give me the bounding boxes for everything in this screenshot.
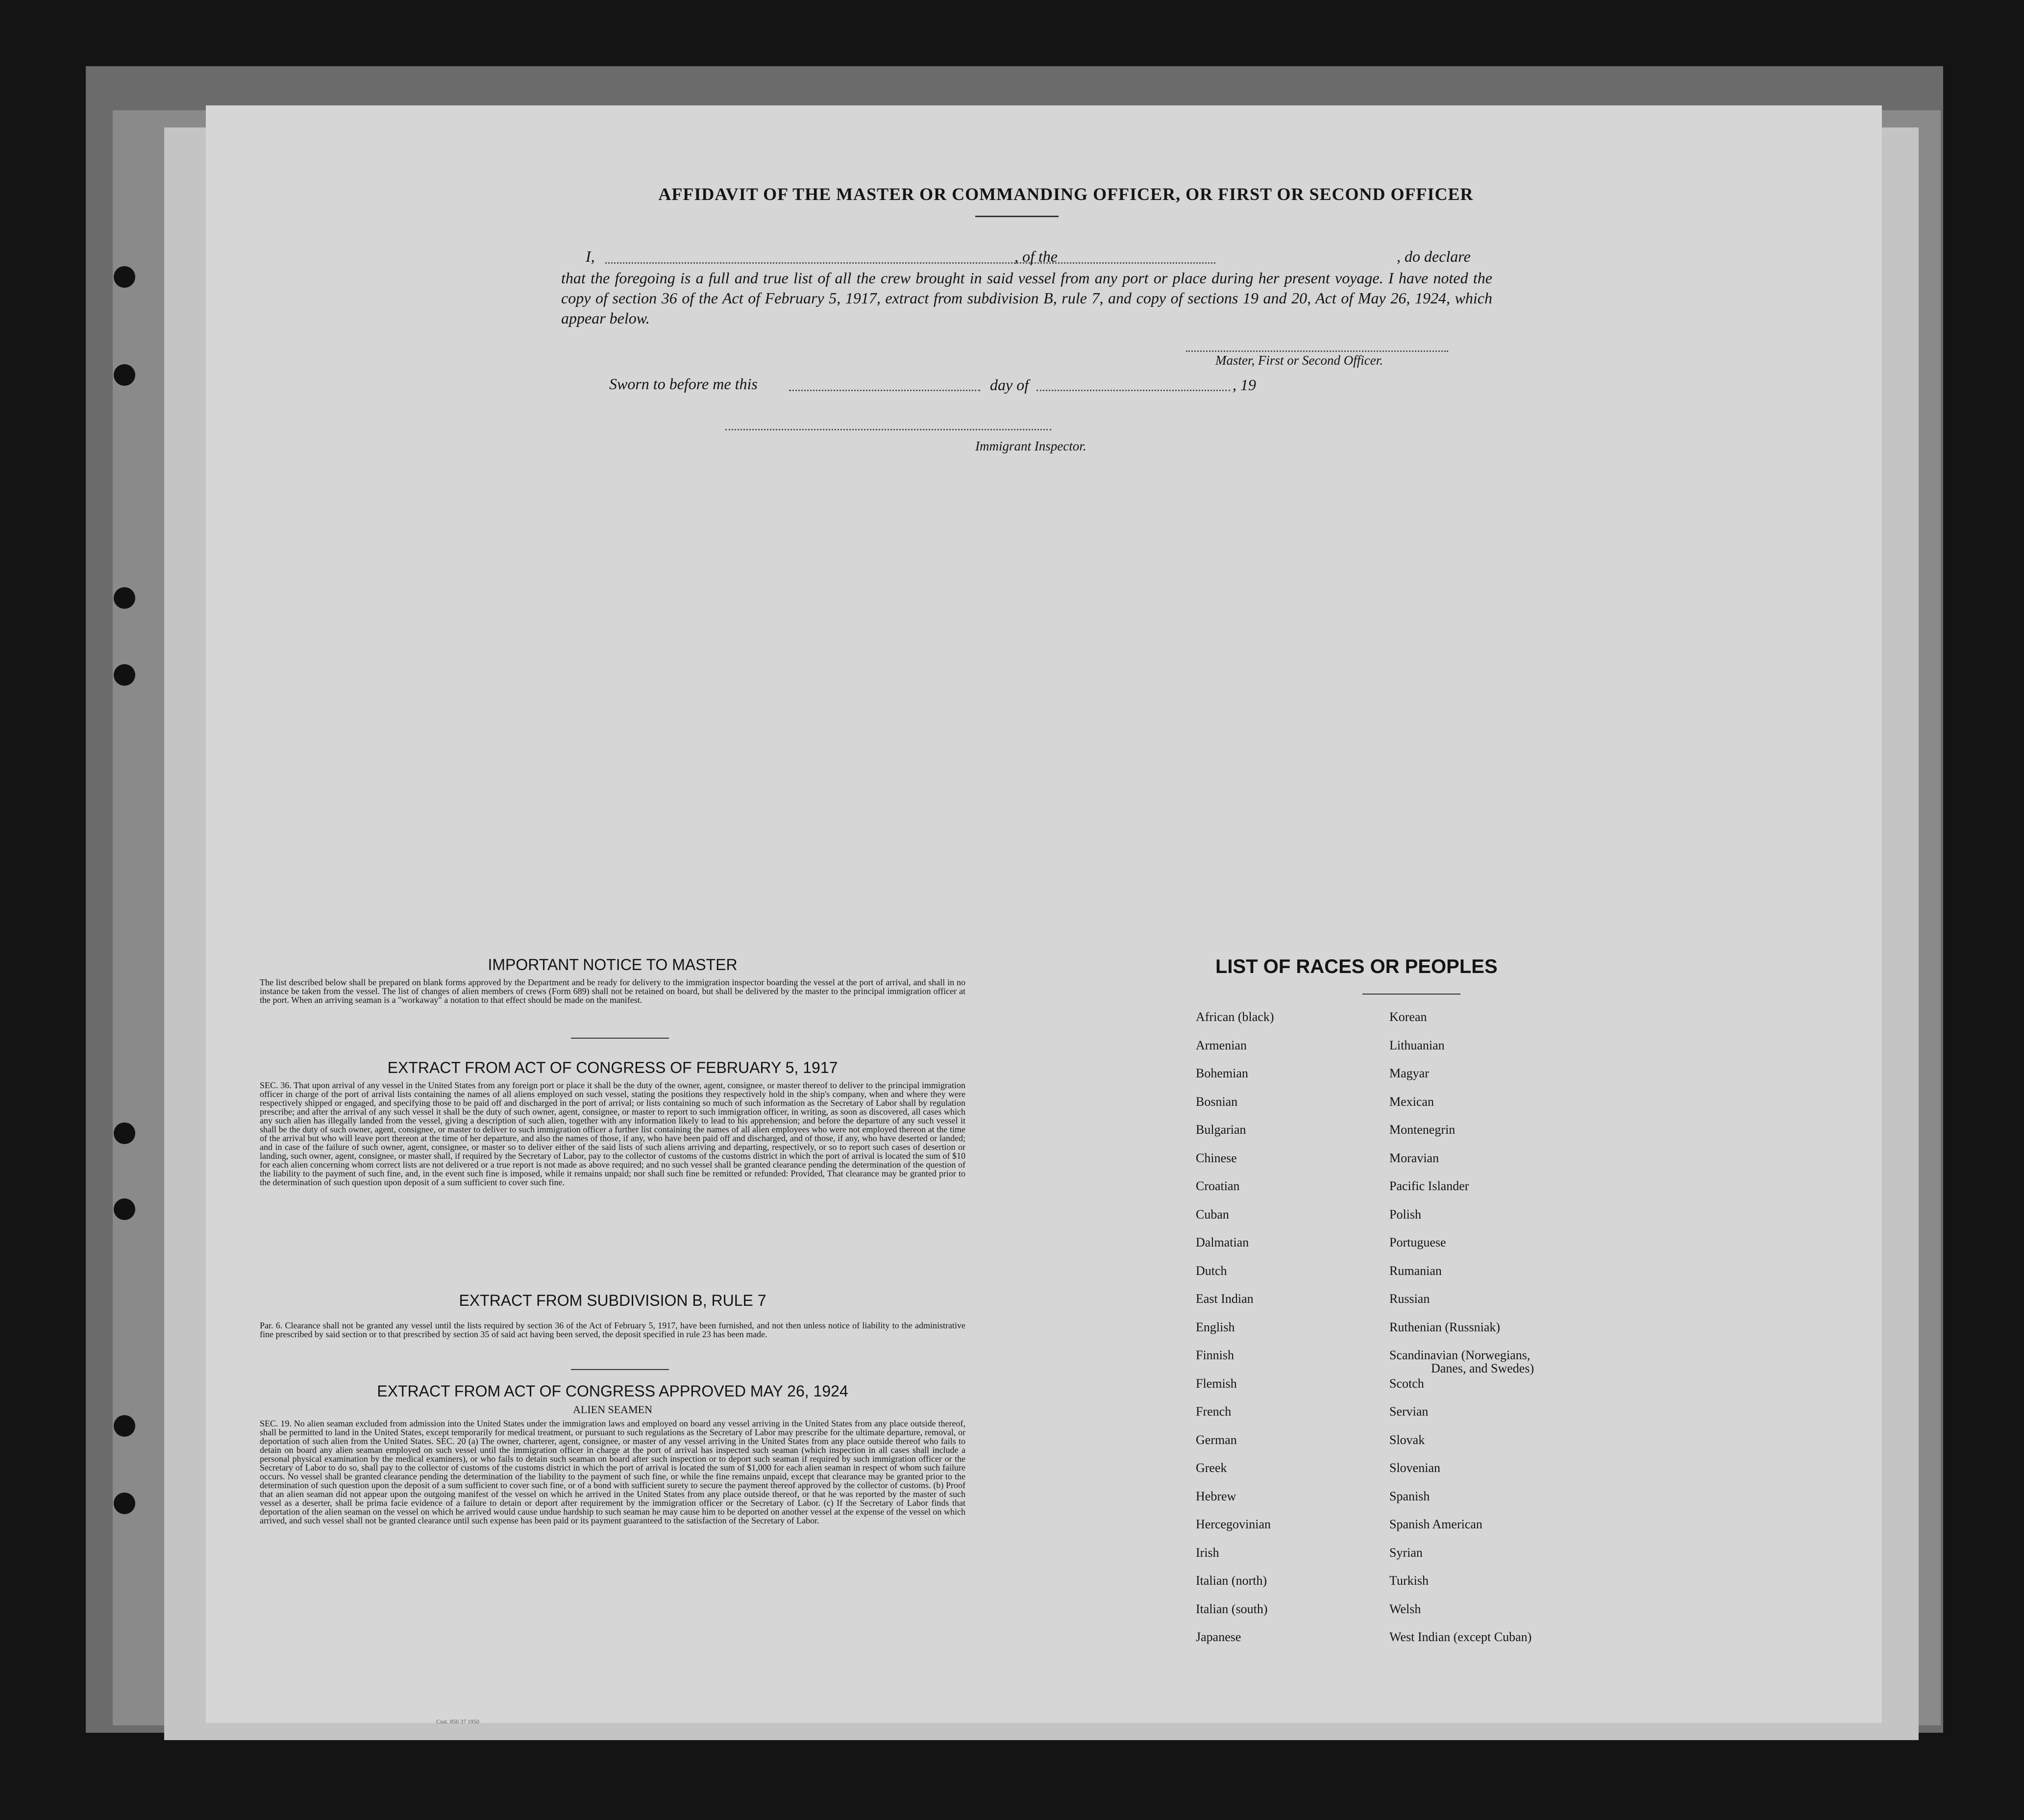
punch-hole bbox=[114, 266, 135, 288]
punch-hole bbox=[114, 1198, 135, 1220]
race-item: Montenegrin bbox=[1389, 1122, 1456, 1137]
extract-1924-subtitle: ALIEN SEAMEN bbox=[573, 1403, 652, 1416]
race-item: Welsh bbox=[1389, 1601, 1421, 1616]
divider bbox=[571, 1369, 669, 1370]
race-item: Bosnian bbox=[1196, 1094, 1238, 1109]
inspector-signature-line[interactable] bbox=[725, 429, 1051, 430]
race-item: Servian bbox=[1389, 1404, 1429, 1419]
race-item: Hebrew bbox=[1196, 1489, 1236, 1503]
race-item: French bbox=[1196, 1404, 1232, 1419]
race-item: Chinese bbox=[1196, 1150, 1237, 1165]
punch-hole bbox=[114, 1493, 135, 1514]
affidavit-body: that the foregoing is a full and true list of all the crew brought in said vessel from any port or place during her present voyage. I have noted the copy of section 36 of the Act of February 5, 1917, extract from subdivision B, rule 7, and copy of sections 19 and 20, Act of May 26, 1924, which appear below. bbox=[561, 269, 1492, 327]
rule7-text: Par. 6. Clearance shall not be granted any vessel until the lists required by section 36 of the Act of February 5, 1917, have been furnished, and not then unless notice of liability to the administrative fine prescribed by said section or to that prescribed by section 35 of said act having been served, the deposit specified in rule 23 has been made. bbox=[260, 1321, 965, 1339]
master-signature-line[interactable] bbox=[1186, 350, 1448, 352]
year-text: , 19 bbox=[1233, 376, 1256, 394]
affidavit-of-the: , of the bbox=[1014, 248, 1058, 265]
race-item: Italian (north) bbox=[1196, 1573, 1267, 1588]
race-item: Moravian bbox=[1389, 1150, 1439, 1165]
race-item: Polish bbox=[1389, 1207, 1422, 1222]
race-item: Italian (south) bbox=[1196, 1601, 1268, 1616]
sworn-day-field[interactable] bbox=[789, 390, 980, 391]
notice-text: The list described below shall be prepared on blank forms approved by the Department and be ready for delivery to the immigration inspector boarding the vessel at the port of arrival, and shall in no instance be taken from the vessel. The list of changes of alien members of crews (Form 689) shall not be retained on board, but shall be delivered by the master to the principal immigration officer at the port. When an arriving seaman is a "workaway" a notation to that effect should be made on the manifest. bbox=[260, 977, 965, 1005]
race-item: Bohemian bbox=[1196, 1066, 1248, 1080]
race-item: Lithuanian bbox=[1389, 1038, 1445, 1052]
race-item: Portuguese bbox=[1389, 1235, 1446, 1249]
punch-hole bbox=[114, 664, 135, 686]
name-field[interactable] bbox=[605, 262, 1215, 264]
race-item: Dutch bbox=[1196, 1263, 1227, 1278]
punch-hole bbox=[114, 587, 135, 609]
race-item: Croatian bbox=[1196, 1179, 1240, 1193]
race-item: Dalmatian bbox=[1196, 1235, 1249, 1249]
race-item: Rumanian bbox=[1389, 1263, 1442, 1278]
affidavit-i: I, bbox=[586, 248, 595, 265]
race-item: Bulgarian bbox=[1196, 1122, 1246, 1137]
race-item: Ruthenian (Russniak) bbox=[1389, 1320, 1501, 1334]
extract-1924-title: EXTRACT FROM ACT OF CONGRESS APPROVED MAY 26, 1924 bbox=[377, 1382, 848, 1400]
rule7-title: EXTRACT FROM SUBDIVISION B, RULE 7 bbox=[459, 1292, 766, 1309]
inspector-label: Immigrant Inspector. bbox=[975, 439, 1086, 453]
race-item: Korean bbox=[1389, 1010, 1427, 1024]
race-item: English bbox=[1196, 1320, 1235, 1334]
race-item: East Indian bbox=[1196, 1292, 1254, 1306]
race-item: Irish bbox=[1196, 1545, 1219, 1560]
race-item: Turkish bbox=[1389, 1573, 1429, 1588]
form-catalog-number: Cust. 850 37 1950 bbox=[436, 1718, 480, 1725]
race-item: Armenian bbox=[1196, 1038, 1247, 1052]
notice-title: IMPORTANT NOTICE TO MASTER bbox=[488, 956, 738, 973]
race-item: African (black) bbox=[1196, 1010, 1274, 1024]
race-item: Japanese bbox=[1196, 1630, 1241, 1644]
race-item: Spanish bbox=[1389, 1489, 1430, 1503]
race-item: Flemish bbox=[1196, 1376, 1237, 1391]
race-item: Russian bbox=[1389, 1292, 1430, 1306]
race-item: Slovak bbox=[1389, 1432, 1425, 1447]
divider bbox=[571, 1038, 669, 1039]
races-underline bbox=[1362, 994, 1460, 995]
affidavit-declare: , do declare bbox=[1397, 248, 1471, 265]
day-of-text: day of bbox=[990, 376, 1029, 394]
race-item: West Indian (except Cuban) bbox=[1389, 1630, 1532, 1644]
race-item: Spanish American bbox=[1389, 1517, 1482, 1531]
extract-1924-text: SEC. 19. No alien seaman excluded from admission into the United States under the immigration laws and employed on board any vessel arriving in the United States from any place outside thereof, shall be permitted to land in the United States, except temporarily for medical treatment, or pursuant to such regulations as the Secretary of Labor may prescribe for the ultimate departure, removal, or deportation of such alien from the United States. SEC. 20 (a) The owner, charterer, agent, consignee, or master of any vessel arriving in the United States from any place outside thereof who fails to detain on board any alien seaman employed on such vessel until the immigration officer in charge at the port of arrival has inspected such seaman (which inspection in all cases shall include a personal physical examination by the medical examiners), or who fails to detain such seaman on board after such inspection or to deport such seaman if required by such immigration officer or the Secretary of Labor to do so, shall pay to the collector of customs of the customs district in which the port of arrival is located the sum of $1,000 for each alien seaman in respect of whom such failure occurs. No vessel shall be granted clearance pending the determination of the liability to the payment of such fine, or while the fine remains unpaid, except that clearance may be granted prior to the determination of such question upon the deposit of a sum sufficient to cover such fine, or of a bond with sufficient surety to secure the payment thereof approved by the collector of customs. (b) Proof that an alien seaman did not appear upon the outgoing manifest of the vessel on which he arrived in the United States from any place outside thereof, or that he was reported by the master of such vessel as a deserter, shall be prima facie evidence of a failure to detain or deport after requirement by the immigration officer or the Secretary of Labor. (c) If the Secretary of Labor finds that deportation of the alien seaman on the vessel on which he arrived would cause undue hardship to such seaman he may cause him to be deported on another vessel at the expense of the vessel on which arrived, and such vessel shall not be granted clearance until such expense has been paid or its payment guaranteed to the satisfaction of the Secretary of Labor. bbox=[260, 1419, 965, 1525]
punch-hole bbox=[114, 1415, 135, 1437]
punch-hole bbox=[114, 364, 135, 386]
form-sheet bbox=[206, 105, 1882, 1723]
sworn-text: Sworn to before me this bbox=[609, 375, 758, 393]
title-underline bbox=[975, 216, 1059, 217]
race-item: Finnish bbox=[1196, 1348, 1234, 1362]
race-item: German bbox=[1196, 1432, 1237, 1447]
race-item: Magyar bbox=[1389, 1066, 1429, 1080]
races-title: LIST OF RACES OR PEOPLES bbox=[1215, 956, 1498, 977]
punch-hole bbox=[114, 1122, 135, 1144]
race-item: Hercegovinian bbox=[1196, 1517, 1271, 1531]
sworn-month-field[interactable] bbox=[1037, 390, 1230, 391]
race-item: Scotch bbox=[1389, 1376, 1424, 1391]
race-item: Syrian bbox=[1389, 1545, 1423, 1560]
affidavit-title: AFFIDAVIT OF THE MASTER OR COMMANDING OFFICER, OR FIRST OR SECOND OFFICER bbox=[658, 184, 1474, 204]
race-item: Pacific Islander bbox=[1389, 1179, 1469, 1193]
race-item: Cuban bbox=[1196, 1207, 1229, 1222]
race-item: Slovenian bbox=[1389, 1461, 1440, 1475]
master-label: Master, First or Second Officer. bbox=[1215, 353, 1383, 368]
race-item: Greek bbox=[1196, 1461, 1227, 1475]
race-item: Danes, and Swedes) bbox=[1431, 1361, 1534, 1375]
extract-1917-title: EXTRACT FROM ACT OF CONGRESS OF FEBRUARY 5, 1917 bbox=[387, 1059, 838, 1076]
extract-1917-text: SEC. 36. That upon arrival of any vessel in the United States from any foreign port or place it shall be the duty of the owner, agent, consignee, or master thereof to deliver to the principal immigration officer in charge of the port of arrival lists containing the names of all aliens employed on such vessel, stating the positions they respectively hold in the ship's company, when and where they were respectively shipped or engaged, and specifying those to be paid off and discharged in the port of arrival; or lists containing so much of such information as the Secretary of Labor shall by regulation prescribe; and after the arrival of any such vessel it shall be the duty of such owner, agent, consignee, or master to report to such immigration officer, in writing, as soon as discovered, all cases which any such alien has illegally landed from the vessel, giving a description of such alien, together with any information likely to lead to his apprehension; and before the departure of any such vessel it shall be the duty of such owner, agent, consignee, or master to deliver to such immigration officer a further list containing the names of all alien employees who were not employed thereon at the time of the arrival but who will leave port thereon at the time of her departure, and also the names of those, if any, who have been paid off and discharged, and of those, if any, who have deserted or landed; and in case of the failure of such owner, agent, consignee, or master so to deliver either of the said lists of such aliens arriving and departing, respectively, or so to report such cases of desertion or landing, such owner, agent, consignee, or master shall, if required by the Secretary of Labor, pay to the collector of customs of the customs district in which the port of arrival is located the sum of $10 for each alien concerning whom correct lists are not delivered or a true report is not made as above required; and no such vessel shall be granted clearance pending the determination of the question of the liability to the payment of such fine, and, in the event such fine is imposed, while it remains unpaid; nor shall such fine be remitted or refunded: Provided, That clearance may be granted prior to the determination of such question upon deposit of a sum sufficient to cover such fine. bbox=[260, 1080, 965, 1187]
race-item: Scandinavian (Norwegians, bbox=[1389, 1348, 1530, 1362]
race-item: Mexican bbox=[1389, 1094, 1434, 1109]
